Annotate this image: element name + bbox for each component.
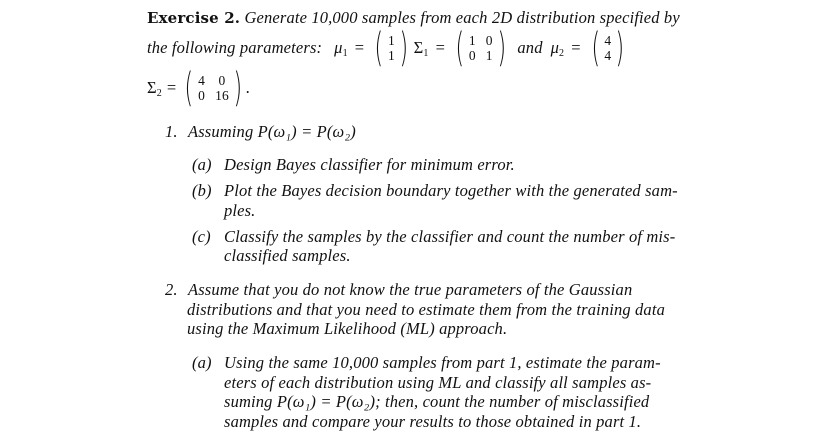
- part-1c: (c) Classify the samples by the classifier and count the number of mis-: [192, 227, 676, 246]
- part-number: 2.: [165, 280, 178, 299]
- part-1-heading: [165, 122, 356, 142]
- parameters-prefix: the following parameters:: [147, 38, 323, 57]
- part-2-line-3: using the Maximum Likelihood (ML) approach.: [187, 319, 508, 338]
- part-1c-cont: classified samples.: [224, 246, 351, 265]
- part-2-line-1: 2. Assume that you do not know the true parameters of the Gaussian: [165, 280, 633, 299]
- mu2-symbol: $\mu_2$: [550, 37, 565, 59]
- part-2-line-2: distributions and that you need to estimate them from the training data: [187, 300, 665, 319]
- equals-sign: =: [571, 38, 581, 57]
- part-2a-line-4: samples and compare your results to those obtained in part 1.: [224, 412, 642, 431]
- part-2a-line-2: eters of each distribution using ML and classify all samples as-: [224, 373, 652, 392]
- sigma2-matrix: ( 4 0 0 16 ): [184, 65, 243, 111]
- sigma2-symbol: $\Sigma_2$: [147, 77, 162, 99]
- exercise-parameters-line: [147, 25, 628, 71]
- exercise-label: Exercise 2.: [147, 9, 241, 27]
- equals-sign: =: [354, 38, 365, 57]
- part-2a-line-1: (a) Using the same 10,000 samples from part 1, estimate the param-: [192, 353, 661, 372]
- and-word: and: [517, 38, 543, 57]
- exercise-intro-text: Generate 10,000 samples from each 2D distribution specified by: [244, 8, 680, 27]
- equals-sign: =: [435, 38, 446, 57]
- part-1a: (a) Design Bayes classifier for minimum error.: [192, 155, 515, 174]
- mu2-vector: ( 4 4 ): [591, 25, 625, 71]
- mu1-symbol: $\mu_1$: [334, 37, 348, 59]
- sigma1-matrix: ( 1 0 0 1 ): [455, 25, 506, 71]
- mu1-vector: ( 1 1 ): [374, 25, 409, 71]
- sigma1-symbol: $\Sigma_1$: [413, 37, 429, 59]
- part-number: 1.: [165, 122, 178, 141]
- part-1b-cont: ples.: [224, 201, 256, 220]
- part-2a-line-3: suming P(ω₁) = P(ω₂); then, count the number of misclassified: [224, 392, 650, 411]
- sigma2-line: $\Sigma_2$ = ( 4 0 0 16 ) .: [147, 65, 250, 111]
- part-title: Assuming P(ω₁) = P(ω₂): [187, 122, 356, 141]
- part-1b: (b) Plot the Bayes decision boundary together with the generated sam-: [192, 181, 678, 200]
- equals-sign: =: [166, 78, 177, 97]
